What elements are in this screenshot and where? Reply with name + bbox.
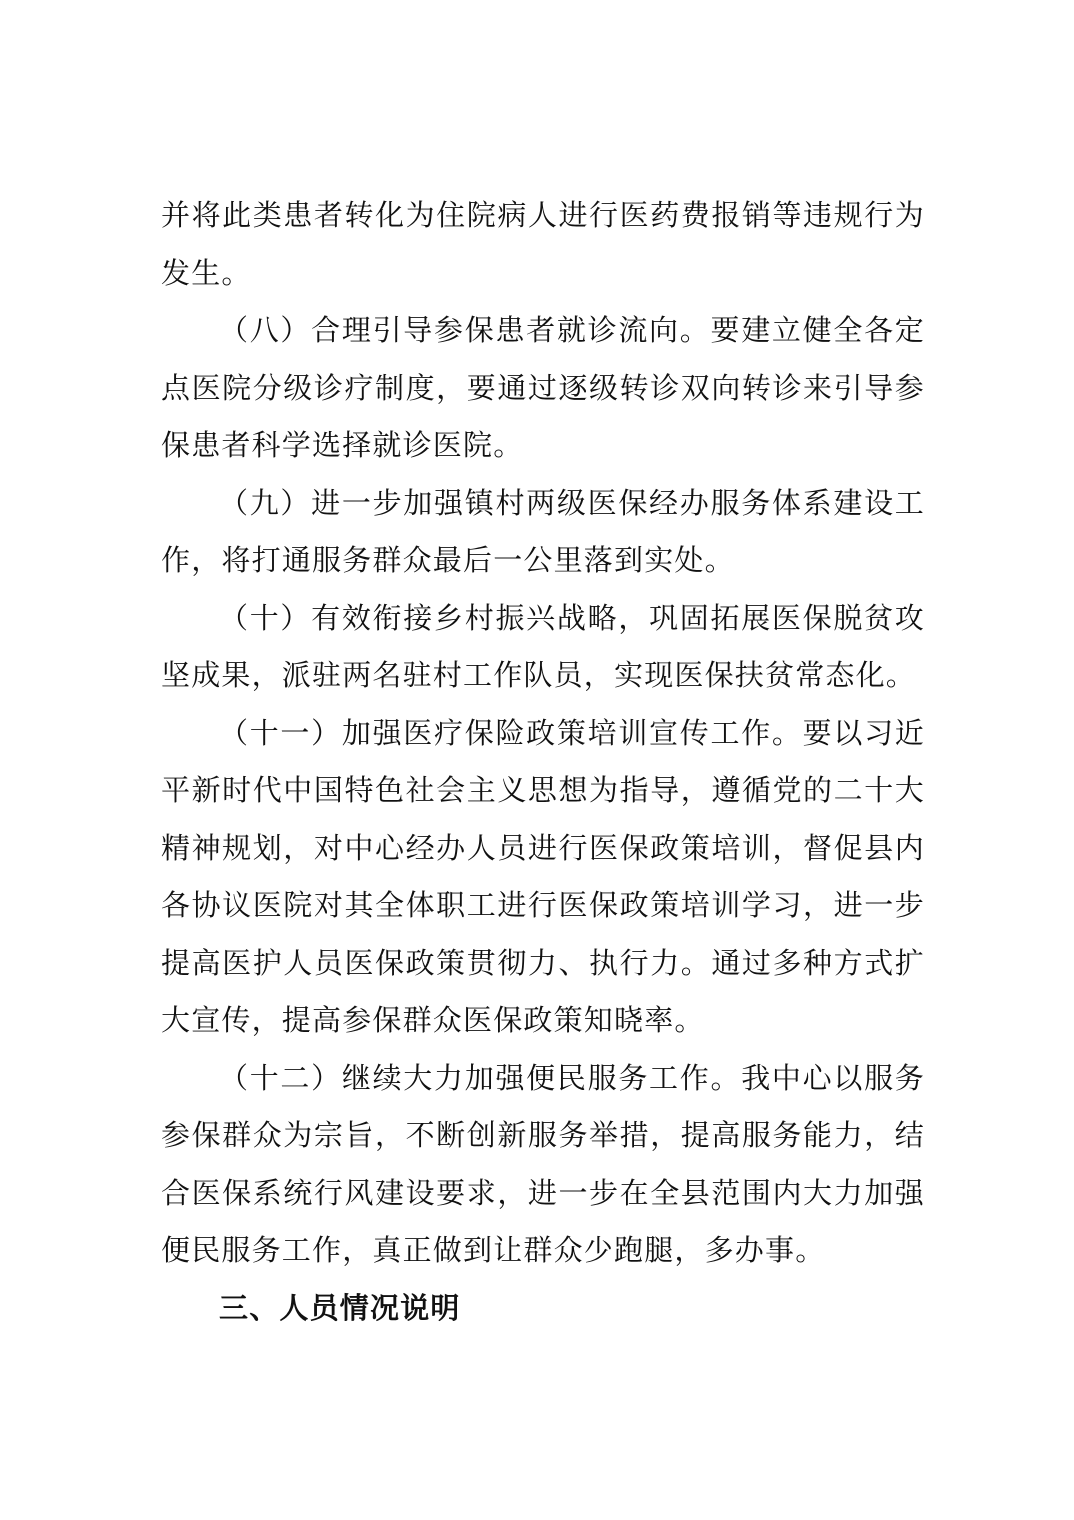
paragraph-item-11: （十一）加强医疗保险政策培训宣传工作。要以习近平新时代中国特色社会主义思想为指导，遵循党的二十大精神规划，对中心经办人员进行医保政策培训，督促县内各协议医院对其全体职工进行医保政策培训学习，进一步提高医护人员医保政策贯彻力、执行力。通过多种方式扩大宣传，提高参保群众医保政策知晓率。 — [161, 715, 925, 1037]
section-heading: 三、人员情况说明 — [219, 1290, 461, 1325]
document-body — [161, 187, 925, 1337]
paragraph-item-8: （八）合理引导参保患者就诊流向。要建立健全各定点医院分级诊疗制度，要通过逐级转诊双向转诊来引导参保患者科学选择就诊医院。 — [161, 313, 925, 462]
paragraph-item-12: （十二）继续大力加强便民服务工作。我中心以服务参保群众为宗旨，不断创新服务举措，提高服务能力，结合医保系统行风建设要求，进一步在全县范围内大力加强便民服务工作，真正做到让群众少跑腿，多办事。 — [161, 1060, 925, 1267]
paragraph-item-9: （九）进一步加强镇村两级医保经办服务体系建设工作，将打通服务群众最后一公里落到实处。 — [161, 485, 925, 577]
paragraph-continuation: 并将此类患者转化为住院病人进行医药费报销等违规行为发生。 — [161, 198, 925, 290]
paragraph-item-10: （十）有效衔接乡村振兴战略，巩固拓展医保脱贫攻坚成果，派驻两名驻村工作队员，实现医保扶贫常态化。 — [161, 600, 925, 692]
